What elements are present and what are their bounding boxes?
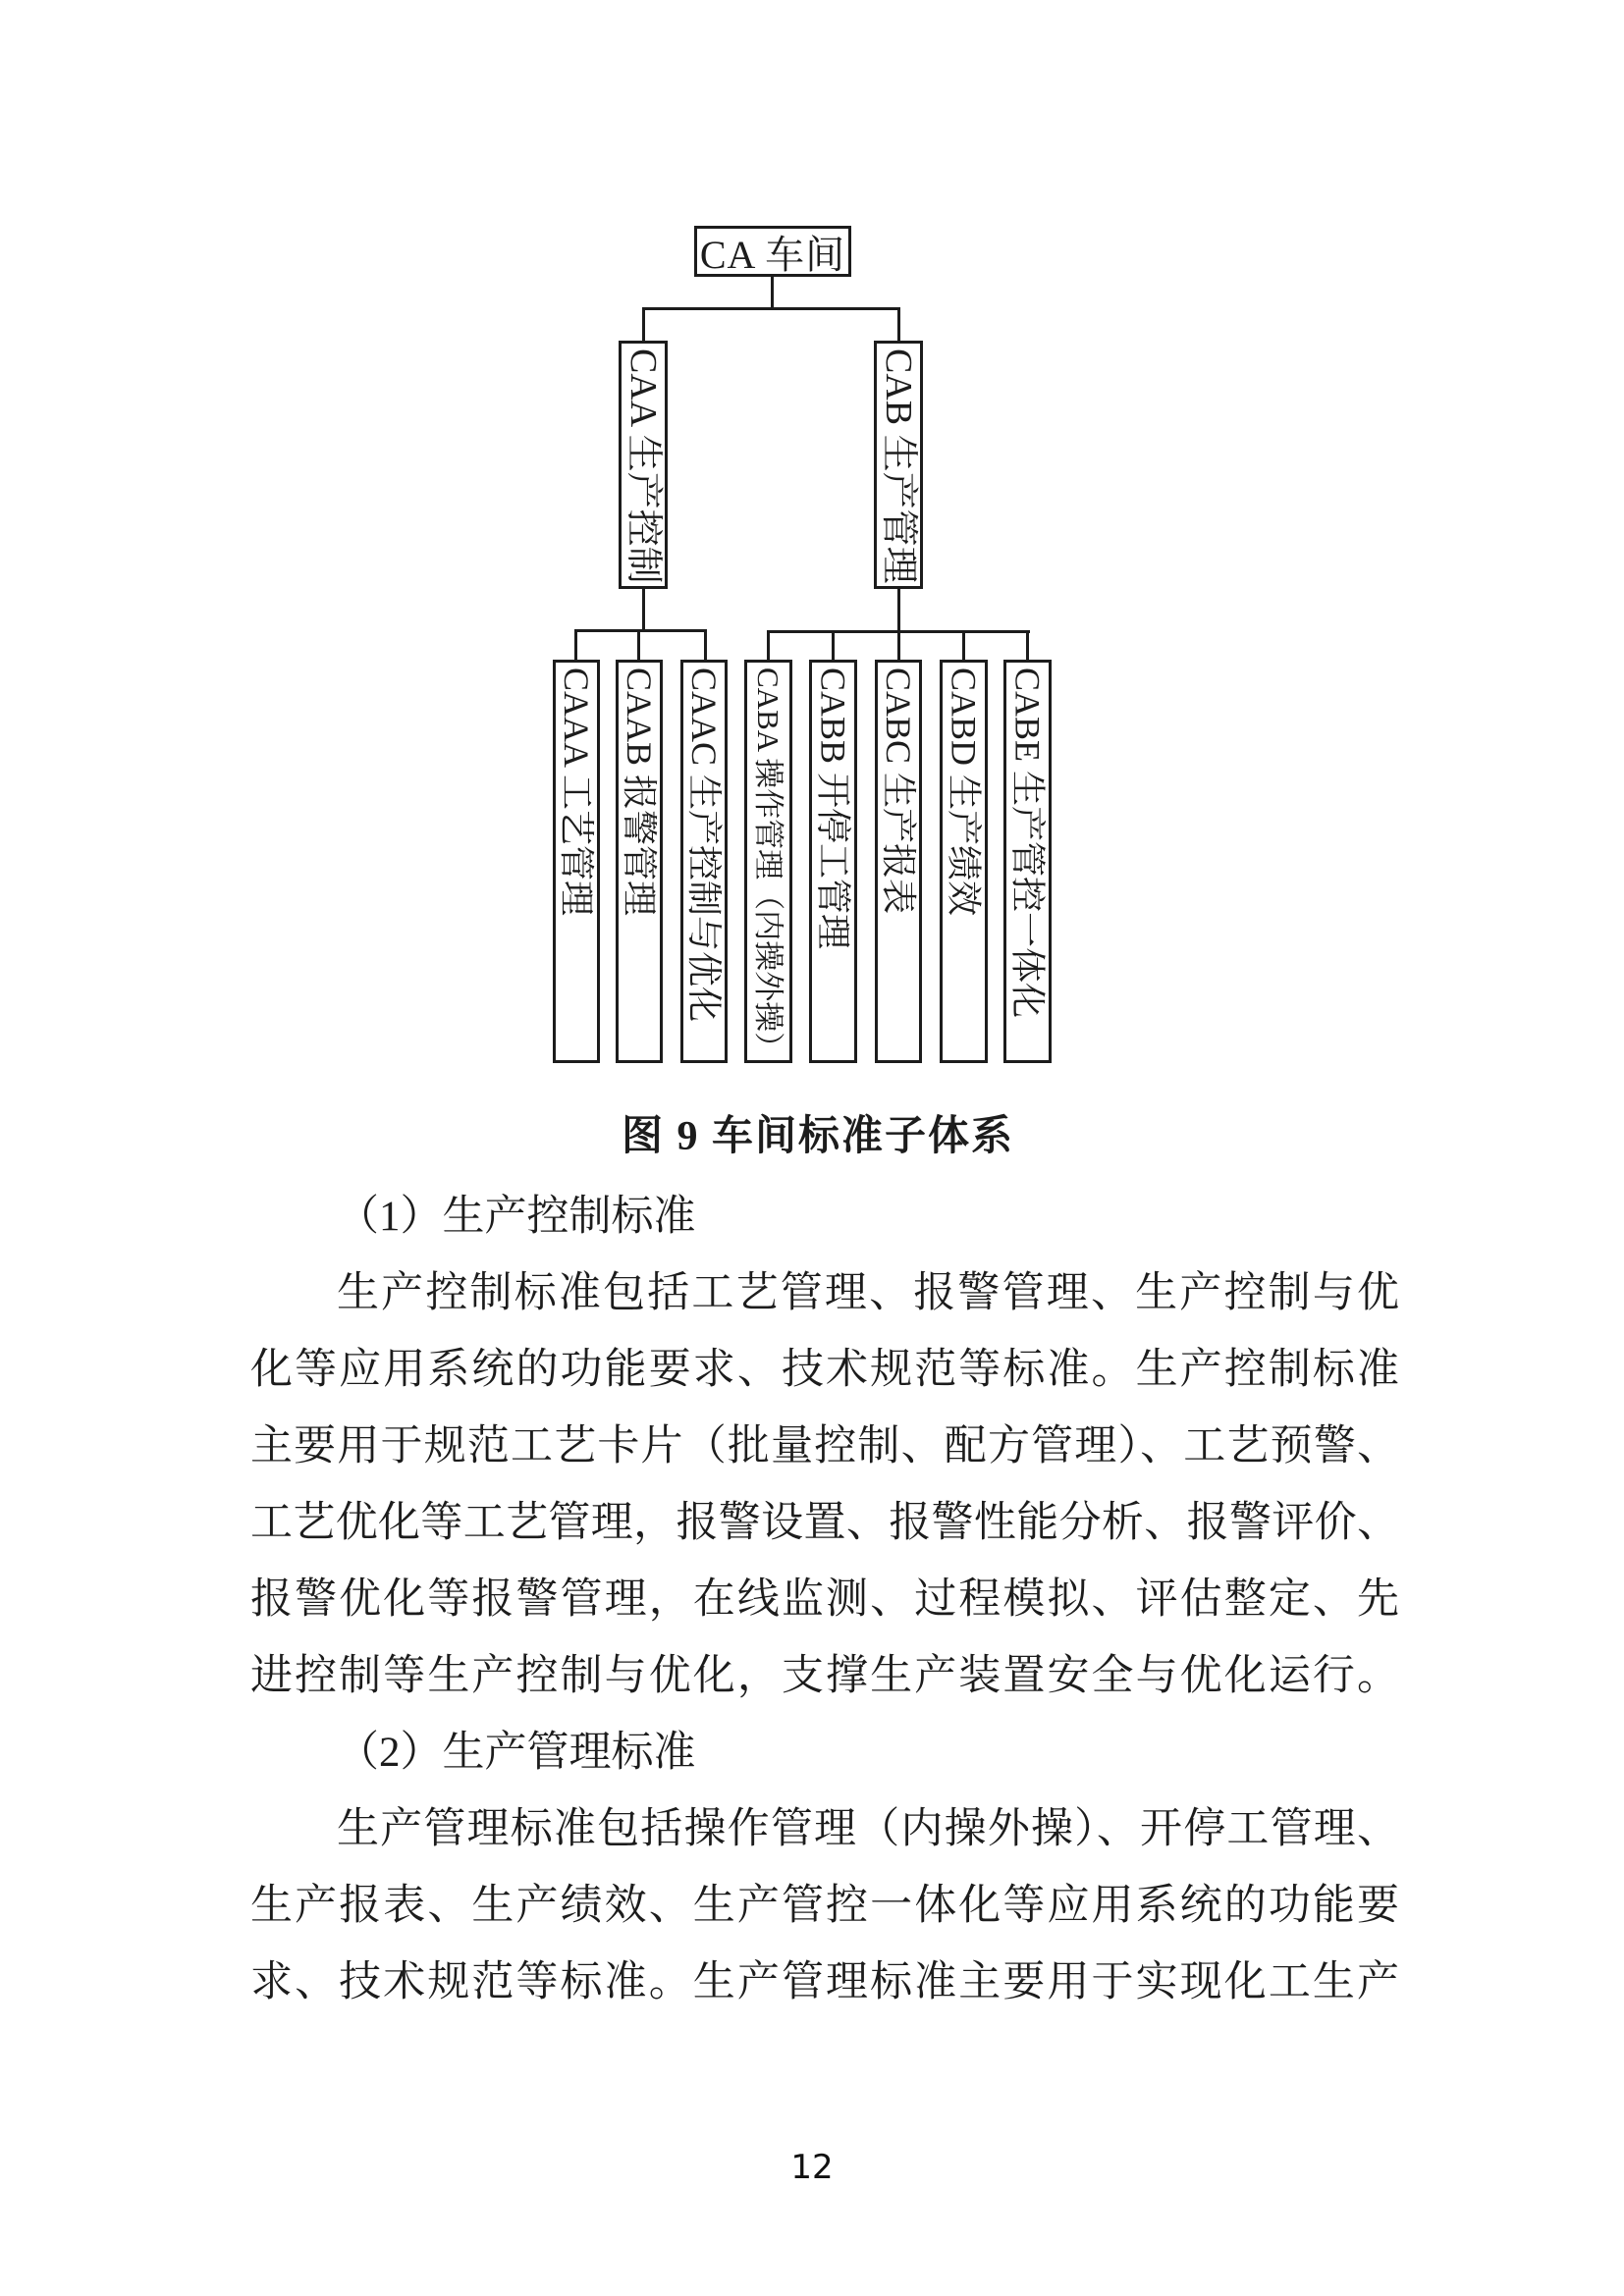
org-node-root-label: CA 车间: [699, 232, 846, 277]
org-node-cabc-label: CABC 生产报表: [879, 667, 918, 915]
org-node-cab-label: CAB 生产管理: [878, 348, 919, 584]
body-line: 化等应用系统的功能要求、技术规范等标准。生产控制标准: [250, 1347, 1399, 1393]
connector-caa-stem: [642, 589, 645, 629]
org-node-caac: [680, 660, 728, 1063]
org-node-cabe: [1003, 660, 1052, 1063]
body-line: （1）生产控制标准: [337, 1194, 696, 1240]
connector-drop-caab: [637, 629, 640, 660]
connector-drop-cabb: [832, 630, 835, 660]
connector-drop-cab: [897, 307, 900, 341]
org-node-cab: [874, 341, 923, 589]
connector-drop-cabd: [962, 630, 965, 660]
org-node-caab-label: CAAB 报警管理: [620, 667, 659, 917]
body-line: 报警优化等报警管理，在线监测、过程模拟、评估整定、先: [250, 1576, 1399, 1623]
org-node-cabe-label: CABE 生产管控一体化: [1007, 667, 1048, 1019]
body-line: 工艺优化等工艺管理，报警设置、报警性能分析、报警评价、: [250, 1500, 1399, 1546]
connector-root-stem: [771, 277, 774, 307]
connector-drop-caaa: [574, 629, 577, 660]
org-node-cabc: [875, 660, 922, 1063]
org-node-caab: [616, 660, 663, 1063]
body-text: [250, 1179, 1399, 2021]
org-node-cabd-label: CABD 生产绩效: [944, 667, 984, 917]
body-line: 生产报表、生产绩效、生产管控一体化等应用系统的功能要: [250, 1883, 1399, 1929]
org-node-caac-label: CAAC 生产控制与优化: [684, 667, 724, 1023]
body-line: 进控制等生产控制与优化，支撑生产装置安全与优化运行。: [250, 1653, 1399, 1699]
connector-drop-caa: [642, 307, 645, 341]
body-line: （2）生产管理标准: [337, 1730, 696, 1776]
org-node-cabd: [940, 660, 988, 1063]
org-node-caa: [619, 341, 668, 589]
body-line: 生产管理标准包括操作管理（内操外操）、开停工管理、: [337, 1806, 1399, 1852]
org-node-caaa: [553, 660, 600, 1063]
org-node-cabb: [809, 660, 857, 1063]
org-node-root: [694, 226, 851, 277]
org-node-caaa-label: CAAA 工艺管理: [557, 667, 596, 917]
body-line: 主要用于规范工艺卡片（批量控制、配方管理）、工艺预警、: [250, 1423, 1399, 1469]
org-node-cabb-label: CABB 开停工管理: [813, 667, 853, 950]
connector-drop-cabe: [1026, 630, 1029, 660]
page-number: 12: [790, 2148, 834, 2187]
connector-drop-caba: [767, 630, 770, 660]
body-line: 求、技术规范等标准。生产管理标准主要用于实现化工生产: [250, 1959, 1399, 2005]
body-line: 生产控制标准包括工艺管理、报警管理、生产控制与优: [337, 1270, 1399, 1316]
connector-level1-hbar: [642, 307, 900, 310]
org-node-caa-label: CAA 生产控制: [623, 348, 664, 584]
connector-cab-stem: [897, 589, 900, 630]
connector-drop-cabc: [897, 630, 900, 660]
connector-caa-hbar: [574, 629, 707, 632]
org-node-caba-label: CABA 操作管理（内操外操）: [751, 667, 785, 1063]
connector-drop-caac: [704, 629, 707, 660]
figure-caption: 图 9 车间标准子体系: [621, 1114, 1014, 1159]
org-node-caba: [744, 660, 792, 1063]
